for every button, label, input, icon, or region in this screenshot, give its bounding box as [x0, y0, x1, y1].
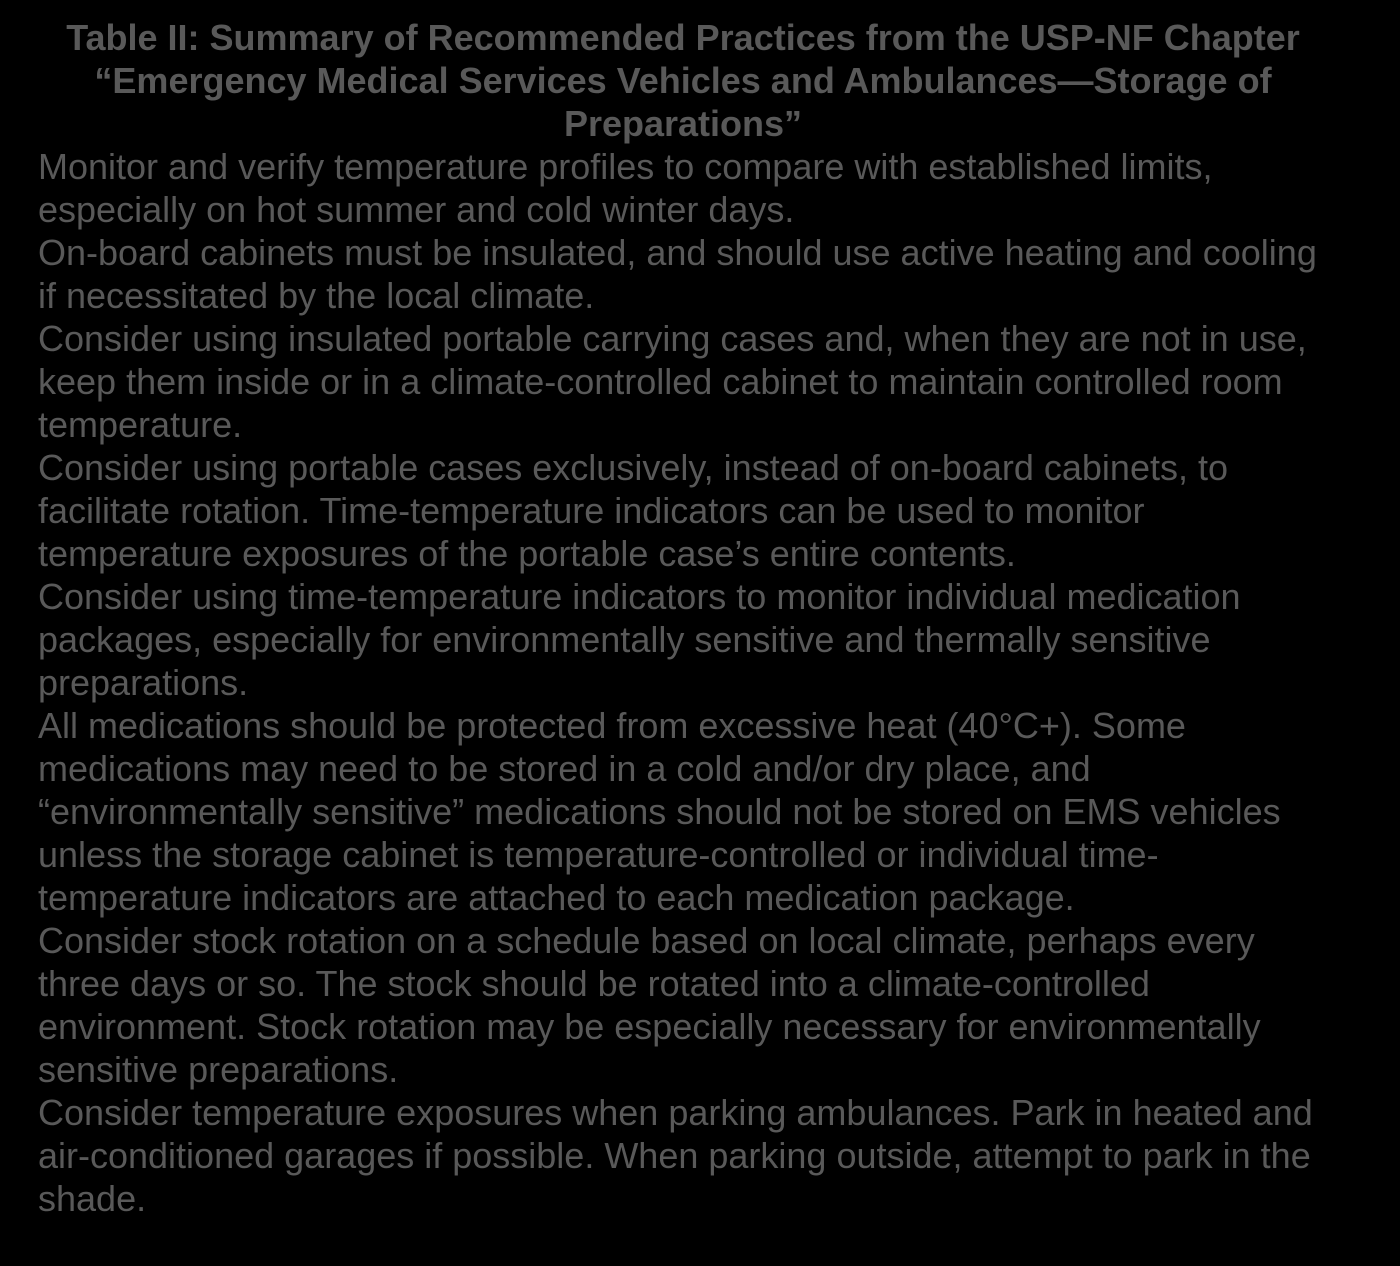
practice-item-onboard-cabinets: On-board cabinets must be insulated, and should use active heating and cooling if necessitated by the local climate.: [38, 232, 1317, 316]
table-caption: Table II: Summary of Recommended Practices from the USP-NF Chapter “Emergency Medical Services Vehicles and Ambulances—Storage of Preparations”: [66, 17, 1300, 144]
practice-item-parking-exposure: Consider temperature exposures when parking ambulances. Park in heated and air-conditioned garages if possible. When parking outside, attempt to park in the shade.: [38, 1092, 1313, 1219]
practice-item-monitor-temperature: Monitor and verify temperature profiles to compare with established limits, especially on hot summer and cold winter days.: [38, 146, 1213, 230]
practice-item-portable-cases-exclusively: Consider using portable cases exclusively, instead of on-board cabinets, to facilitate rotation. Time-temperature indicators can be used to monitor temperature exposures of the portable case’s entire contents.: [38, 447, 1229, 574]
practice-item-insulated-carrying-cases: Consider using insulated portable carrying cases and, when they are not in use, keep them inside or in a climate-controlled cabinet to maintain controlled room temperature.: [38, 318, 1307, 445]
practice-item-protect-from-heat: All medications should be protected from excessive heat (40°C+). Some medications may need to be stored in a cold and/or dry place, and “environmentally sensitive” medications should not be stored on EMS vehicles unless the storage cabinet is temperature-controlled or individual time-temperature indicators are attached to each medication package.: [38, 705, 1281, 918]
practice-item-stock-rotation: Consider stock rotation on a schedule based on local climate, perhaps every three days or so. The stock should be rotated into a climate-controlled environment. Stock rotation may be especially necessary for environmentally sensitive preparations.: [38, 920, 1261, 1090]
practice-item-time-temperature-indicators: Consider using time-temperature indicators to monitor individual medication packages, especially for environmentally sensitive and thermally sensitive preparations.: [38, 576, 1241, 703]
